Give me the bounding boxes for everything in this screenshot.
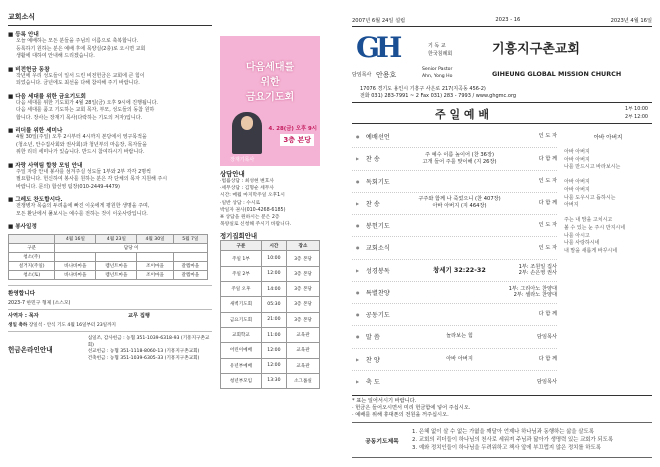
pastor-label: 교무 집행 xyxy=(128,313,150,319)
table-cell: 3층 본당 xyxy=(286,297,319,312)
order-leader: 인 도 자 xyxy=(538,133,557,140)
table-cell: 새벽기도회 xyxy=(221,297,262,312)
order-mark: ▶ xyxy=(356,200,360,206)
divider xyxy=(8,285,212,286)
table-header xyxy=(9,235,55,244)
table-cell: 렘넌트마을 xyxy=(96,271,137,280)
table-row xyxy=(221,327,320,342)
table-cell: 3층 본당 xyxy=(286,251,319,266)
table-row xyxy=(9,262,208,271)
order-row xyxy=(352,371,557,393)
section-title: 교회소식 xyxy=(8,13,36,21)
table-row xyxy=(221,343,320,358)
offering-label: 사역자 : 목자 xyxy=(8,313,39,319)
table-cell: 금요기도회 xyxy=(221,312,262,327)
news-line: 바랍니다. 문의) 합선영 팀장(010-2449-4479) xyxy=(16,183,120,190)
issue-date: 2023년 4월 16일 xyxy=(610,18,652,24)
table-row xyxy=(221,282,320,297)
address: 17076 경기도 용인시 기흥구 사은로 217(지곡동 456-2) xyxy=(360,86,486,92)
table-header: 4월 30일 xyxy=(137,235,173,244)
table-cell: 12:00 xyxy=(261,343,286,358)
table-cell: 주일 오후 xyxy=(221,282,262,297)
order-row xyxy=(352,215,557,237)
table-row xyxy=(221,266,320,281)
lyric-line: 볼 수 있는 눈 주시 만지시네 xyxy=(564,224,626,231)
table-cell: 교육관 xyxy=(286,327,319,342)
table-header: 시간 xyxy=(261,241,286,251)
table-cell: 21:00 xyxy=(261,312,286,327)
order-leader: 담임목사 xyxy=(536,333,557,340)
order-leader: 다 함 께 xyxy=(538,355,557,362)
news-line: 오늘 예배하는 모든 분들을 주님의 이름으로 축복합니다. xyxy=(16,38,139,44)
counsel-line: ·일반 상담 : 수시로 xyxy=(220,200,261,206)
order-row xyxy=(352,349,557,371)
church-name: 기흥지구촌교회 xyxy=(492,42,580,57)
note-line: * 표는 일어서시기 바랍니다. xyxy=(352,398,417,404)
banner-line-1: 다음세대를 xyxy=(245,62,295,73)
table-cell: 교회학교 xyxy=(221,327,262,342)
order-item: 찬 송 xyxy=(365,156,380,164)
lyric-line: 나를 만드시고 바라보시는 xyxy=(564,164,621,171)
table-cell: 바나바마을 xyxy=(55,262,96,271)
prayer-line: 1. 은혜 없이 살 수 없는 가엾을 깨달아 언제나 하나님과 동행하는 삶을 살도록 xyxy=(412,428,594,435)
prayer-line: 3. 예와 정치인들이 하나님을 두려워하고 책사 앞에 부끄럽지 않은 정치를 하도록 xyxy=(412,445,601,452)
banner-speaker: 장재기목사 xyxy=(230,157,255,163)
hymn-title: 아바 아버지 xyxy=(593,135,623,141)
order-row xyxy=(352,193,557,215)
hymn-box xyxy=(564,129,652,332)
table-cell: 12:00 xyxy=(261,266,286,281)
schedule-title: 정기집회안내 xyxy=(220,232,258,241)
account-line: 십일조, 감사헌금 : 농협 351-1039-6318-93 (기흥지구촌교회) xyxy=(87,336,210,348)
note-line: · 헌금은 들어오시면서 미리 헌금함에 넣어 주십시오. xyxy=(352,405,471,412)
order-row xyxy=(352,282,557,304)
table-row xyxy=(221,358,320,373)
church-logo xyxy=(356,31,399,64)
table-cell: 바나바마을 xyxy=(55,271,96,280)
account-lines xyxy=(88,336,212,362)
account-line: 선교헌금 : 농협 351-1118-8060-13 (기흥지구촌교회) xyxy=(87,349,200,355)
table-cell: 13:30 xyxy=(261,373,286,388)
schedule-table xyxy=(220,240,320,389)
order-content: 놀라보는 힘 xyxy=(446,333,473,340)
prayer-list xyxy=(412,428,613,453)
order-leader: 1부: 그리아노 찬양대 2부: 셀라노 찬양대 xyxy=(508,285,557,299)
divider xyxy=(352,395,652,396)
order-row xyxy=(352,171,557,193)
order-mark: ▶ xyxy=(356,379,360,385)
counsel-title: 상담안내 xyxy=(220,170,245,178)
issue-line xyxy=(352,17,652,24)
news-line: 주일 자랑 안내 봉사를 섬겨주실 성도들 1부와 2부 각각 2명씩 xyxy=(16,168,151,175)
table-cell: 12:00 xyxy=(261,358,286,373)
lyric-line: 아바 아버지 xyxy=(564,156,590,163)
table-row xyxy=(9,244,208,253)
table-cell xyxy=(137,253,173,262)
news-line: 모든 환난에서 풀보시는 예수를 전하는 것이 이웃사랑입니다. xyxy=(16,210,148,217)
contact: 전화 031) 283-7991 ~ 2 Fax 031) 283 - 7993 / www.ghgmc.org xyxy=(360,93,517,99)
order-mark: ● xyxy=(356,312,360,318)
order-item: 성경봉독 xyxy=(365,267,390,275)
counsel-line: ·세무상담 : 김형순 세무사 xyxy=(220,186,275,192)
table-row xyxy=(221,373,320,388)
news-line: 등록하기 원하는 분은 예배 후에 목양실(2층)로 오시면 교회 xyxy=(16,45,146,52)
order-leader: 인 도 자 xyxy=(538,177,557,184)
birthday-label: 생일 축하 xyxy=(8,323,28,328)
order-row xyxy=(352,260,557,282)
order-item: 예배선언 xyxy=(365,134,390,142)
event-banner xyxy=(220,36,320,166)
table-cell: 3층 본당 xyxy=(286,312,319,327)
order-item: 교회소식 xyxy=(365,245,390,253)
lyric-line: 나를 도우시고 돕하시는 xyxy=(564,194,616,201)
table-cell: 14:00 xyxy=(261,282,286,297)
order-item: 공동기도 xyxy=(365,312,390,320)
staff-row xyxy=(8,312,212,319)
news-title: ■ 다음 세대를 위한 금요기도회 xyxy=(8,93,86,100)
logo-letters: GH xyxy=(356,31,399,64)
table-cell: 설거지(주일) xyxy=(9,262,55,271)
news-line: 생활에 대하여 안내해 드리겠습니다. xyxy=(16,53,95,59)
order-row xyxy=(352,237,557,259)
hymn-lyrics xyxy=(564,149,652,255)
pastor-en: Senior Pastor xyxy=(422,67,453,72)
news-title: ■ 리더를 위한 세미나 xyxy=(8,128,63,134)
table-cell: 3층 본당 xyxy=(286,266,319,281)
birthday-text xyxy=(8,322,212,328)
order-leader: 1부: 조원일 집사 2부: 손은영 권사 xyxy=(518,263,557,277)
news-list xyxy=(8,30,212,230)
order-row xyxy=(352,148,557,170)
order-mark: ● xyxy=(356,223,360,229)
order-mark: ▶ xyxy=(356,267,360,273)
table-cell: 교육관 xyxy=(286,358,319,373)
birthday-detail: 장일석 - 안식 기도 4월 16일부터 23일까지 xyxy=(28,323,116,328)
order-mark: ● xyxy=(356,334,360,340)
table-cell: 갈렙마을 xyxy=(173,271,207,280)
news-line: (청소년, 안수집사회와 권사회)과 청년부의 마음장, 목자들을 xyxy=(16,141,147,148)
order-of-service xyxy=(352,126,557,393)
service-table xyxy=(8,234,208,280)
table-row xyxy=(221,297,320,312)
news-line: 전쟁병자 목숨의 두려움에 빠진 이웃에게 평원한 생명을 주며, xyxy=(16,203,150,209)
news-line: 합니다. 장사는 장재기 목사(다락하는 기도의 저자)입니다. xyxy=(16,114,143,121)
church-name-en: GIHEUNG GLOBAL MISSION CHURCH xyxy=(492,70,622,78)
order-leader: 인 도 자 xyxy=(538,244,557,251)
volume: 2023 - 16 xyxy=(495,17,521,23)
table-cell: 렘넌트마을 xyxy=(96,262,137,271)
lyric-line: 주는 내 맘을 고치시고 xyxy=(564,217,613,224)
counsel-line: ※ 상담을 원하시는 분은 2층 xyxy=(220,215,280,221)
news-line: 되었습니다. 금년에도 최선을 다해 참여해 주기 바랍니다. xyxy=(16,80,140,86)
prayer-line: 2. 교회의 리더들이 하나님의 천사로 세워져 주님과 닮아가 생명력 있는 교회가 되도록 xyxy=(412,436,614,443)
order-item: 특별찬양 xyxy=(365,289,390,297)
table-cell: 청년부모임 xyxy=(221,373,262,388)
order-row xyxy=(352,304,557,326)
news-title: ■ 봉사일정 xyxy=(8,224,37,230)
table-cell: 주일 1부 xyxy=(221,251,262,266)
banner-heading xyxy=(220,58,320,103)
account-title: 헌금온라인안내 xyxy=(8,346,53,355)
table-cell xyxy=(55,253,96,262)
order-leader: 다 함 께 xyxy=(538,311,557,318)
order-mark: ▶ xyxy=(356,156,360,162)
order-item: 독회기도 xyxy=(365,178,390,186)
table-row xyxy=(9,253,208,262)
order-mark: ● xyxy=(356,289,360,295)
divider xyxy=(8,331,212,332)
table-cell: 조이마을 xyxy=(137,262,173,271)
lyric-line: 나를 사랑하시네 xyxy=(564,240,600,247)
account-block xyxy=(8,336,212,362)
order-leader: 인 도 자 xyxy=(538,222,557,229)
worship-notes xyxy=(352,398,470,420)
table-cell: 구분 xyxy=(9,244,55,253)
order-content: 창세기 32:22-32 xyxy=(433,265,486,274)
order-item: 말 씀 xyxy=(365,334,380,342)
founded: 2007년 6월 24일 설립 xyxy=(352,18,406,24)
table-cell: 유년부예배 xyxy=(221,358,262,373)
divider xyxy=(8,25,212,26)
time-1: 1부 10:00 xyxy=(624,107,648,112)
table-cell: 조이마을 xyxy=(137,271,173,280)
banner-line-3: 금요기도회 xyxy=(245,92,295,103)
order-content: 구주와 함께 나 죽었으니 (찬 407장) 아바 아버지 (지 464장) xyxy=(418,196,501,210)
table-row xyxy=(221,251,320,266)
table-cell: 소그룹실 xyxy=(286,373,319,388)
table-row xyxy=(221,312,320,327)
table-cell: 주일 2부 xyxy=(221,266,262,281)
order-mark: ● xyxy=(356,245,360,251)
news-title: ■ 그레도 찬도합시다. xyxy=(8,197,63,203)
speaker-photo xyxy=(232,112,262,154)
order-item: 찬 송 xyxy=(365,200,380,208)
table-cell xyxy=(173,253,207,262)
news-line: 위한 리더 세미나가 있습니다. 반드시 참여하시기 바랍니다. xyxy=(16,149,145,155)
lyric-line: 아바 아버지 xyxy=(564,149,590,155)
table-cell xyxy=(96,253,137,262)
order-mark: ▶ xyxy=(356,356,360,362)
order-leader: 다 함 께 xyxy=(538,155,557,162)
note-line: · 예배를 위해 휴대폰의 전원을 꺼주십시오. xyxy=(352,412,449,419)
lyric-line: 아바 아버지 xyxy=(564,179,590,186)
news-line: 필요합니다. 헌신하여 봉사를 원하는 분은 각 단체의 목자 지원해 주시 xyxy=(16,176,168,182)
news-line: 다음 세대를 위한 기도회가 4월 28일(금) 오후 9시에 진행됩니다. xyxy=(16,99,159,106)
welcome-title: 환영합니다 xyxy=(8,291,36,297)
lyric-line: 나를 아시고 xyxy=(564,232,590,239)
table-cell: 10:00 xyxy=(261,251,286,266)
order-mark: ● xyxy=(356,178,360,184)
counsel-line: 목양실로 신청해 주시기 바랍니다. xyxy=(220,222,291,228)
table-header: 구분 xyxy=(221,241,262,251)
table-cell: 어린이예배 xyxy=(221,343,262,358)
order-content: 주 예수 이름 높이어 (찬 36장) 고개 들어 주를 맞이해 (지 26장) xyxy=(422,151,497,165)
order-leader: 다 함 께 xyxy=(538,200,557,207)
order-row xyxy=(352,126,557,148)
table-cell: 청소(주) xyxy=(9,253,55,262)
logo-sub-1: 기 독 교 xyxy=(428,43,446,49)
order-row xyxy=(352,326,557,348)
prayer-block xyxy=(352,422,652,458)
middle-column xyxy=(220,36,322,436)
welcome-text: 2023-7 한민구 형제 (소스모) xyxy=(8,301,71,306)
lyric-line: 아버지 xyxy=(564,202,579,209)
table-header: 4월 16일 xyxy=(55,235,96,244)
table-row xyxy=(9,271,208,280)
banner-place: 3층 본당 xyxy=(280,134,314,146)
news-line: 4월 30일(주일) 오후 2시부터 4시까지 본당에서 영구목적을 xyxy=(16,134,147,140)
pastor-en-name: Ahn, Yong Ho xyxy=(422,74,453,79)
order-content: 아바 아버지 xyxy=(446,355,473,362)
left-column xyxy=(8,8,212,460)
lyric-line: 내 맘을 새롭게 바꾸시네 xyxy=(564,247,618,254)
banner-line-2: 위한 xyxy=(260,77,280,88)
order-leader: 담임목사 xyxy=(536,378,557,385)
counsel-line: 박일자 권사(010-4268-6185) xyxy=(220,207,286,213)
table-cell: 11:00 xyxy=(261,327,286,342)
table-cell: 3층 본당 xyxy=(286,282,319,297)
order-item: 찬 양 xyxy=(365,356,380,364)
news-title: ■ 자랑 사역팀 합창 모임 안내 xyxy=(8,162,83,169)
order-item: 봉헌기도 xyxy=(365,223,390,231)
order-item: 축 도 xyxy=(365,379,380,387)
pastor-name: 안용호 xyxy=(376,71,397,79)
table-header: 4월 23일 xyxy=(96,235,137,244)
logo-sub-2: 한국침례회 xyxy=(428,51,453,57)
counsel-line: 시간: 매월 마지막주일 오후1시 xyxy=(220,193,285,199)
table-cell: 05:30 xyxy=(261,297,286,312)
news-line: 다음 세대를 품고 기도하는 교회 목자, 부모, 성도들의 동참 원하 xyxy=(16,107,155,113)
table-header: 5월 7일 xyxy=(173,235,207,244)
table-cell: 청소(토) xyxy=(9,271,55,280)
news-title: ■ 비전헌금 동참 xyxy=(8,66,50,73)
divider xyxy=(352,26,652,27)
lyric-line: 아바 아버지 xyxy=(564,186,590,193)
speaker-face xyxy=(241,116,253,130)
right-column xyxy=(352,17,652,462)
table-header: 장소 xyxy=(286,241,319,251)
prayer-label: 공동기도제목 xyxy=(365,438,399,445)
news-line: 작년에 우리 성도들이 일서 드린 비전헌금은 교회에 큰 힘이 xyxy=(16,72,145,79)
table-cell: 갈렙마을 xyxy=(173,262,207,271)
worship-title: 주 일 예 배 xyxy=(435,108,489,121)
banner-date: 4. 28(금) 오후 9시 xyxy=(268,126,317,132)
worship-title-bar xyxy=(352,102,652,124)
time-2: 2부 12:00 xyxy=(624,115,648,120)
order-mark: ● xyxy=(356,134,360,140)
table-cell: 교육관 xyxy=(286,343,319,358)
table-cell: 담당 이 xyxy=(55,244,208,253)
counsel-lines xyxy=(220,178,322,228)
account-line: 건축헌금 : 농협 351-1039-6305-33 (기흥지구촌교회) xyxy=(87,355,200,361)
news-title: ■ 등록 안내 xyxy=(8,32,39,38)
counsel-line: ·법률상담 : 최성현 변호사 xyxy=(220,179,275,184)
pastor-label: 담임목사 xyxy=(352,72,372,78)
divider xyxy=(8,309,212,310)
